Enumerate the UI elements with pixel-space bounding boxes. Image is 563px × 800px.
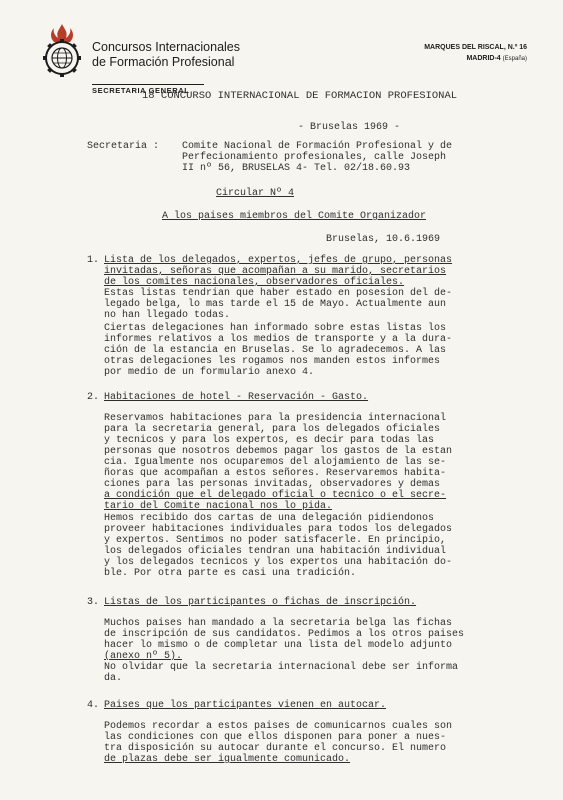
address-line: MARQUES DEL RISCAL, N.º 16 <box>424 44 527 51</box>
section-heading-line: Paises que los participantes vienen en autocar. <box>104 700 387 711</box>
section-body-line: tario del Comite nacional nos lo pida. <box>104 501 333 512</box>
secretaria-address-line: II nº 56, BRUSELAS 4- Tel. 02/18.60.93 <box>182 163 411 174</box>
section-body-line: Muchos paises han mandado a la secretaria belga las fichas <box>104 618 453 629</box>
secretaria-general-label: SECRETARIA GENERAL <box>92 84 204 95</box>
section-number: 4. <box>87 700 100 711</box>
section-body-line: por medio de un formulario anexo 4. <box>104 367 315 378</box>
section-body-line: a condición que el delegado oficial o tecnico o el secre- <box>104 490 447 501</box>
section-body-line: Reservamos habitaciones para la presidencia internacional <box>104 413 447 424</box>
section-body-line: ñoras que acompañan a estos señores. Reservaremos habita- <box>104 468 447 479</box>
section-body-line: Estas listas tendrian que haber estado en posesion del de- <box>104 288 453 299</box>
section-heading-line: Listas de los participantes o fichas de inscripción. <box>104 597 417 608</box>
document-date: Bruselas, 10.6.1969 <box>326 234 441 245</box>
section-body-line: y tecnicos y para los expertos, es decir para todas las <box>104 435 435 446</box>
document-title: 18 CONCURSO INTERNACIONAL DE FORMACION PROFESIONAL <box>142 90 458 102</box>
secretaria-address-line: Comite Nacional de Formación Profesional y de <box>182 141 453 152</box>
secretaria-address-line: Perfecionamiento profesionales, calle Joseph <box>182 152 447 163</box>
section-body-line: las condiciones con que ellos disponen para poner a nues- <box>104 732 447 743</box>
section-body-line: para la secretaria general, para los delegados oficiales <box>104 424 441 435</box>
addressee: A los paises miembros del Comite Organizador <box>162 211 427 222</box>
section-body-line: proveer habitaciones individuales para todos los delegados <box>104 524 453 535</box>
section-body-line: da. <box>104 673 123 684</box>
section-body-line: tra disposición su autocar durante el concurso. El numero <box>104 743 447 754</box>
organization-name-line: Concursos Internacionales <box>92 40 240 54</box>
letterhead-address <box>424 42 527 65</box>
secretaria-label: Secretaria : <box>87 141 160 152</box>
section-body-line: informes relativos a los medios de transporte y a la dura- <box>104 334 453 345</box>
address-line: MADRID-4 <box>466 55 501 62</box>
section-body-line: otras delegaciones les rogamos nos manden estos informes <box>104 356 441 367</box>
section-heading-line: Habitaciones de hotel - Reservación - Gasto. <box>104 392 369 403</box>
section-body-line: y expertos. Sentimos no poder satisfacerle. En principio, <box>104 535 447 546</box>
section-body-line: de inscripción de sus candidatos. Pedimos a los otros paises <box>104 629 465 640</box>
section-number: 1. <box>87 255 100 266</box>
section-body-line: Ciertas delegaciones han informado sobre estas listas los <box>104 323 447 334</box>
section-heading-line: de los comites nacionales, observadores oficiales. <box>104 277 405 288</box>
section-body-line: Hemos recibido dos cartas de una delegación pidiendonos <box>104 513 435 524</box>
section-body-line: y los delegados tecnicos y los expertos una habitación do- <box>104 557 453 568</box>
address-country: (España) <box>502 56 527 62</box>
section-body-line: ciones para las personas invitadas, observadores y demas <box>104 479 441 490</box>
organization-logo-icon <box>42 22 82 78</box>
organization-name-line: de Formación Profesional <box>92 55 235 69</box>
section-number: 2. <box>87 392 100 403</box>
section-body-line: no han llegado todas. <box>104 310 231 321</box>
section-body-line: Podemos recordar a estos paises de comunicarnos cuales son <box>104 721 453 732</box>
section-body-line: personas que nosotros debemos pagar los gastos de la estan <box>104 446 453 457</box>
section-body-line: legado belga, lo mas tarde el 15 de Mayo. Actualmente aun <box>104 299 447 310</box>
section-body-line: de plazas debe ser igualmente comunicado. <box>104 754 351 765</box>
circular-number: Circular Nº 4 <box>216 188 295 199</box>
section-body-line: los delegados oficiales tendran una habitación individual <box>104 546 447 557</box>
section-heading-line: invitadas, señoras que acompañan a su marido, secretarios <box>104 266 447 277</box>
section-body-line: ción de la estancia en Bruselas. Se lo agradecemos. A las <box>104 345 447 356</box>
section-body-line: No olvidar que la secretaria internacional debe ser informa <box>104 662 459 673</box>
section-body-line: ble. Por otra parte es casi una tradición. <box>104 568 357 579</box>
city-year: - Bruselas 1969 - <box>298 122 401 133</box>
organization-name <box>92 40 240 70</box>
section-body-line: hacer lo mismo o de completar una lista del modelo adjunto <box>104 640 453 651</box>
section-number: 3. <box>87 597 100 608</box>
section-heading-line: Lista de los delegados, expertos, jefes de grupo, personas <box>104 255 453 266</box>
section-body-line: (anexo nº 5). <box>104 651 183 662</box>
section-body-line: cia. Igualmente nos ocuparemos del alojamiento de las se- <box>104 457 447 468</box>
